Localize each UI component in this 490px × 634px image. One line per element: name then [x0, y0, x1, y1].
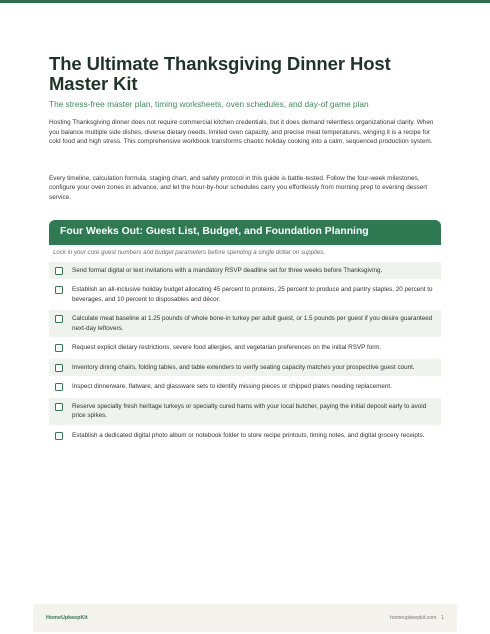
checkbox[interactable]: [55, 286, 63, 294]
checklist-item-text: Calculate meat baseline at 1.25 pounds of whole bone-in turkey per adult guest, or 1.5 pounds per guest if you desire guaranteed next-day leftovers.: [72, 315, 433, 332]
checkbox[interactable]: [55, 432, 63, 440]
document-title: The Ultimate Thanksgiving Dinner Host Master Kit: [49, 53, 391, 94]
checkbox[interactable]: [55, 267, 63, 275]
top-accent-rule: [0, 0, 490, 3]
checkbox[interactable]: [55, 364, 63, 372]
page-content: [49, 54, 441, 446]
document-subtitle: The stress-free master plan, timing worksheets, oven schedules, and day-of game plan: [49, 99, 369, 109]
checklist-item-text: Inspect dinnerware, flatware, and glassware sets to identify missing pieces or chipped plates needing replacement.: [72, 383, 392, 391]
checklist-item: [49, 427, 441, 445]
checklist-item-text: Request explicit dietary restrictions, severe food allergies, and vegetarian preferences on the initial RSVP form.: [72, 344, 382, 352]
checklist: [49, 262, 441, 445]
page-footer: [33, 604, 457, 632]
checklist-item-text: Inventory dining chairs, folding tables, and table extenders to verify seating capacity matches your prospective guest count.: [72, 363, 415, 371]
checklist-item-text: Establish an all-inclusive holiday budget allocating 45 percent to proteins, 25 percent to produce and pantry staples, 20 percent to beverages, and 10 percent to disposables and décor.: [72, 286, 433, 303]
intro-paragraph: Every timeline, calculation formula, staging chart, and safety protocol in this guide is battle-tested. Follow the four-week milestones, configure your oven zones in advance, and let the hour-by-hour schedules carry you effortlessly from morning prep to evening dessert service.: [49, 174, 428, 201]
checklist-item: [49, 310, 441, 337]
checklist-item: [49, 398, 441, 425]
section-heading-banner: [49, 220, 441, 245]
footer-page-label: homeupkeepkit.com · 1: [390, 615, 444, 621]
checklist-item: [49, 339, 441, 357]
checkbox[interactable]: [55, 344, 63, 352]
intro-paragraph: Hosting Thanksgiving dinner does not require commercial kitchen credentials, but it does demand relentless organizational clarity. When you balance multiple side dishes, diverse dietary needs, limited oven capacity, and precise meat temperatures, winging it is a recipe for cold food and high stress. This comprehensive workbook transforms chaotic holiday cooking into a calm, sequenced production system.: [49, 119, 434, 146]
section-intro: Lock in your core guest numbers and budget parameters before spending a single dollar on supplies.: [53, 248, 326, 256]
checkbox[interactable]: [55, 315, 63, 323]
checkbox[interactable]: [55, 383, 63, 391]
checklist-item-text: Reserve specialty fresh heritage turkeys or specialty cured hams with your local butcher, paying the initial deposit early to avoid price spikes.: [72, 402, 427, 420]
section-heading: Four Weeks Out: Guest List, Budget, and Foundation Planning: [60, 226, 369, 238]
checklist-item-text: Establish a dedicated digital photo album or notebook folder to store recipe printouts, timing notes, and digital grocery receipts.: [72, 431, 425, 439]
checklist-item: [49, 281, 441, 308]
checkbox[interactable]: [55, 403, 63, 411]
checklist-item: [49, 378, 441, 396]
footer-brand: HomeUpkeepKit: [46, 615, 88, 621]
checklist-item: [49, 262, 441, 280]
checklist-item-text: Send formal digital or text invitations with a mandatory RSVP deadline set for three weeks before Thanksgiving.: [72, 266, 383, 274]
checklist-item: [49, 359, 441, 377]
